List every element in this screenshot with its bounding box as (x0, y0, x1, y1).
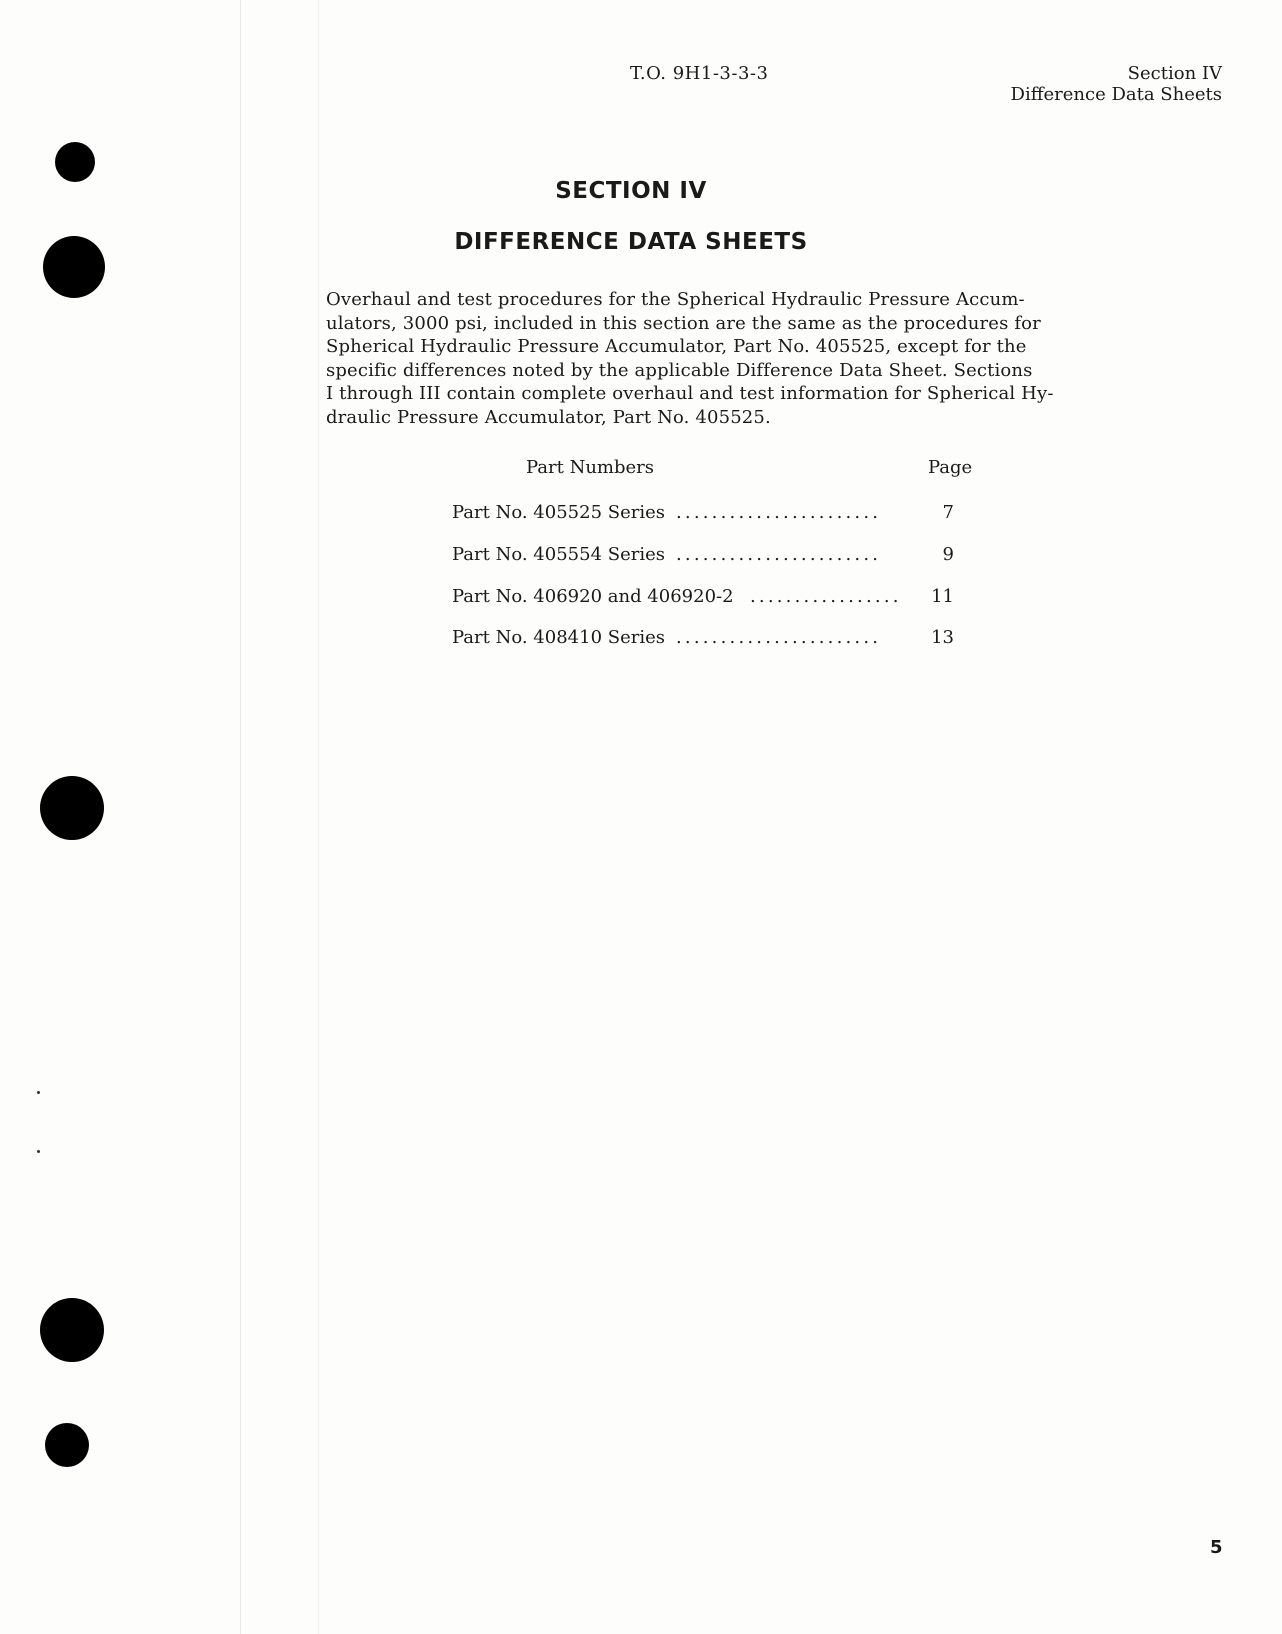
running-header (1011, 63, 1222, 105)
toc-row (452, 586, 962, 610)
toc-leader-dots: ....................... (676, 544, 882, 565)
paragraph-line: Overhaul and test procedures for the Spherical Hydraulic Pressure Accum- (326, 289, 1025, 310)
toc-column-page: Page (928, 457, 973, 478)
punch-hole (55, 142, 95, 182)
header-section: Section IV (1127, 63, 1222, 84)
paragraph-line: specific differences noted by the applicable Difference Data Sheet. Sections (326, 359, 1033, 381)
section-heading: SECTION IV (555, 178, 707, 204)
toc-page-number: 11 (931, 586, 954, 607)
toc-part-label: Part No. 408410 Series (452, 627, 665, 648)
toc-row (452, 544, 962, 568)
toc-page-number: 13 (931, 627, 954, 648)
toc-row (452, 502, 962, 526)
toc-part-label: Part No. 405525 Series (452, 502, 665, 523)
toc-column-part-numbers: Part Numbers (526, 457, 655, 478)
scan-speck (37, 1091, 40, 1094)
toc-leader-dots: ................. (750, 586, 902, 607)
paragraph-line: draulic Pressure Accumulator, Part No. 405525. (326, 406, 771, 428)
toc-part-label: Part No. 405554 Series (452, 544, 665, 565)
header-section-title: Difference Data Sheets (1010, 84, 1222, 105)
section-subheading: DIFFERENCE DATA SHEETS (454, 229, 808, 255)
punch-hole (40, 776, 104, 840)
punch-hole (45, 1423, 89, 1467)
page-number: 5 (1210, 1537, 1223, 1558)
toc-leader-dots: ....................... (676, 627, 882, 648)
paragraph-line: ulators, 3000 psi, included in this section are the same as the procedures for (326, 312, 1041, 334)
toc-page-number: 9 (942, 544, 954, 565)
paragraph-line: I through III contain complete overhaul and test information for Spherical Hy- (326, 383, 1054, 405)
paragraph-line: Spherical Hydraulic Pressure Accumulator, Part No. 405525, except for the (326, 336, 1027, 358)
document-id: T.O. 9H1-3-3-3 (630, 63, 769, 84)
toc-page-number: 7 (942, 502, 954, 523)
scan-speck (37, 1150, 40, 1153)
toc-row (452, 627, 962, 651)
punch-hole (40, 1298, 104, 1362)
toc-leader-dots: ....................... (676, 502, 882, 523)
toc-part-label: Part No. 406920 and 406920-2 (452, 586, 734, 607)
intro-paragraph (326, 288, 1056, 430)
